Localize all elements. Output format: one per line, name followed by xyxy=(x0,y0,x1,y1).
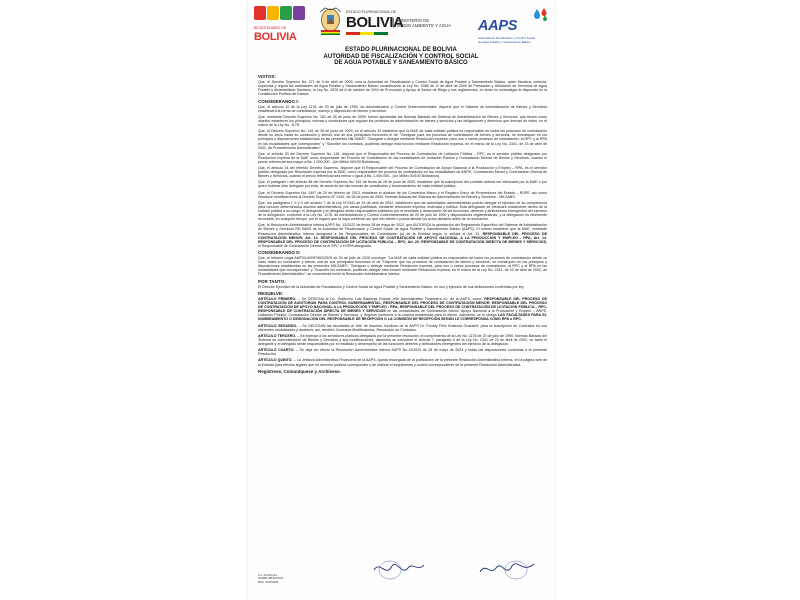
resolution-document xyxy=(248,0,554,600)
state-small-label: ESTADO PLURINACIONAL DE xyxy=(346,10,397,14)
article-paragraph: ARTÍCULO CUARTO. – Se deja sin efecto la Resolución Administrativa Interna AAPS No.12/2024 de 28 de mayo de 2024 y todas las disposiciones contrarias a la presente Resolución. xyxy=(258,348,548,357)
closing-formula: Regístrese, Comuníquese y Archívese. xyxy=(258,368,341,374)
state-name: BOLIVIA xyxy=(346,14,404,31)
bicentennial-name: BOLIVIA xyxy=(254,31,297,43)
paragraph: Que, el parágrafo I del artículo 88 del Decreto Supremo No. 181 de fecha de 28 de junio de 2009, establece que la suscripción del contrato deberá ser efectuada por la MAE o por quien hubiese sido delegado por ésta, de acuerdo con las normas de constitución y funcionamiento de cada entidad pública. xyxy=(258,180,547,189)
signature-stamp-left xyxy=(368,556,430,586)
aaps-wordmark: AAPS xyxy=(478,18,518,34)
water-drop-icon xyxy=(533,8,549,22)
paragraph: Que, el artículo 33 del Decreto Supremo No. 181, dispone que el Responsable del Proceso de Contratación de Licitación Pública – RPC, es el servidor público designado por Resolución expresa de la MAE como responsable del Proceso de Contratación en las modalidades de Licitación Pública y Contratación Directa de Bienes y Servicios, cuando el precio referencial sea mayor a Bs. 1.000.000.- (Un Millón 00/100 Bolivianos). xyxy=(258,151,547,164)
article-paragraph: ARTÍCULO SEGUNDO. – Se DELEGAN las facultades al Jefe de Asuntos Jurídicos de la AAPS Dr. Freddy Felix Bustinza Guarachi; para la suscripción de Contratos en sus diferentes modalidades y alcances, así, también Contratos Modificatorios, Resolución de Contratos. xyxy=(258,323,548,332)
document-title: ESTADO PLURINACIONAL DE BOLIVIA AUTORIDAD DE FISCALIZACIÓN Y CONTROL SOCIAL DE AGUA POTABLE Y SANEAMIENTO BÁSICO xyxy=(323,47,479,67)
signature-stamp-right xyxy=(476,556,538,586)
article-paragraph: ARTÍCULO PRIMERO. – Se DESIGNA al Lic. Guillermo Luis Balderas Erabas Jefe Administrativo Financiero a.i. de la AAPS, como: RESPONSABLE DEL PROCESO DE CONTRATACIÓN DE AUDITORÍAS PARA CONTROL GUBERNAMENTAL, RESPONSABLE DEL PROCESO DE CONTRATACIÓN MENOR; RESPONSABLE DEL PROCESO DE CONTRATACIÓN DE APOYO NACIONAL A LA PRODUCCIÓN Y EMPLEO - RPA; RESPONSABLE DEL PROCESO DE CONTRATACIÓN DE LICITACIÓN PÚBLICA – RPC, RESPONSABLE DE CONTRATACIÓN DIRECTA DE BIENES Y SERVICIOS en las modalidades de Contratación Menor, Apoyo Nacional a la Producción y Empleo – ANPE, Licitación Pública, Contratación Directa de Bienes y Servicios, y Seguros conforme a la cuantía establecida para el efecto. Asimismo, se le otorga LAS FACULTADES PARA EL NOMBRAMIENTO O DESIGNACIÓN DEL RESPONSABLE DE RECEPCIÓN O LA COMISIÓN DE RECEPCIÓN SEGÚN LE CORRESPONDA COMO RPA o RPC. xyxy=(258,297,548,322)
paragraph: Que, la Resolución Administrativa Interna AAPS No. 13/2022 de fecha 28 de mayo de 2022, que AUTORIZA la aprobación del Reglamento Específico del Sistema de Administración de Bienes y Servicios RE-SABS de la Autoridad de Fiscalización y Control Social de Agua Potable y Saneamiento Básico (AAPS). El mismo establece que la MAE, mediante Resolución Administrativa Interna designará a los Responsables de Contratación (o) de la Entidad según lo señala el Art. 10. RESPONSABLE DEL PROCESO DE CONTRATACIÓN MENOR; Art. 12. RESPONSABLE DEL PROCESO DE CONTRATACIÓN DE APOYO NACIONAL A LA PRODUCCIÓN Y EMPLEO - RPA; Art. 14. RESPONSABLE DEL PROCESO DE CONTRATACIÓN DE LICITACIÓN PÚBLICA – RPC; Art. 20. RESPONSABLE DE CONTRATACIÓN DIRECTA DE BIENES Y SERVICIOS, el Responsable de Contratación Directa es el RPC o el RPA designado. xyxy=(258,223,547,248)
reference-codes: C.c. Archivo/AJ GWMB /FB/FH/ACH RTE. 7025/2025 xyxy=(258,573,284,584)
aaps-logo xyxy=(478,8,550,46)
paragraph: Que, el Decreto Supremo No. 181 de 28 de junio de 2009, en el artículo 32 establece que la MAE de cada entidad pública es responsable de todos los procesos de contratación desde su inicio hasta su conclusión y siendo una de sus principales funciones el de: "Designar para los procesos de contratación de bienes y servicios, se enmarquen en los principios y disposiciones establecidas en las presentes NB-SABS"; "Designar o delegar mediante Resolución expresa, para uno o varios procesos de contratación, al RPC y al RPA en las modalidades que corresponden" y "Suscribir los contratos, pudiendo delegar esta función mediante Resolución expresa, en el marco de la Ley No. 2341, de 23 de abril de 2002, de Procedimiento Administrativo". xyxy=(258,129,547,150)
paragraph: Que, el artículo 34 del referido Decreto Supremo, dispone que el Responsable del Proceso de Contratación de Apoyo Nacional a la Producción y Empleo – RPA, es el servidor público designado por Resolución expresa por la MAE, como responsable del proceso de contratación en las modalidades de ANPE, Contratación Menor y Contratación Directa de Bienes y Servicios, cuando el precio referencial sea menor o igual a Bs. 1.000.000.- (Un Millón 00/100 Bolivianos). xyxy=(258,166,547,179)
section-heading: CONSIDERANDO I: xyxy=(258,98,300,104)
section-heading: VISTOS: xyxy=(258,74,276,79)
paragraph: Que, el Decreto Supremo No. 1497 de 20 de febrero de 2013, establece el alcance de los Convenios Marco y el Registro Único de Proveedores del Estado – RUPE, así como introduce modificaciones al Decreto Supremo N° 0181, de 28 de junio de 2009, Normas Básicas del Sistema de Administración de Bienes y Servicios - NB-SABS. xyxy=(258,190,547,199)
paragraph: Que, los parágrafos I, II y V del artículo 7 de la Ley N°2341 de 23 de abril de 2002, establecen que las autoridades administrativas podrán delegar el ejercicio de su competencia para conocer determinados asuntos administrativos, por causa justificada, mediante resolución expresa, motivada y pública. Esta delegación se efectuará únicamente dentro de la entidad pública a su cargo; el delegante y el delegado serán responsables solidarios por el resultado y desempeño de las funciones, deberes y atribuciones emergentes del ejercicio de la delegación, conforme a la Ley No. 1178, de Administración y Control Gubernamentales de 20 de julio de 1990 y disposiciones reglamentarias; y la delegación es libremente revocable; en cualquier tiempo, por el órgano que la haya conferido sin que ello afecte o pueda afectar los actos dictados antes de la revocación. xyxy=(258,201,547,222)
article-paragraph: ARTÍCULO TERCERO. – Se instruye a los servidores públicos delegados por la presente resolución, el cumplimiento de la Ley No. 1178 de 20 de julio de 1990, Normas Básicas del Sistema de Administración de Bienes y Servicios y sus modificaciones, asimismo se considere el artículo 7, parágrafo II de la Ley No. 2341 de 23 de abril de 2002, en tanto el delegante y el delegado serán responsables por el resultado y desempeño de las funciones deberes y atribuciones emergentes del ejercicio de la delegación. xyxy=(258,333,547,346)
section-heading: CONSIDERANDO II: xyxy=(258,249,301,255)
paragraph: Que, el Informe Legal AAPS/UJ/INF/362/2025 de 30 de julio de 2025 concluye: "La MAE de cada entidad pública es responsable de todos los procesos de contratación desde su inicio hasta su conclusión y siendo una de sus principales funciones el de "Disponer que los procesos de contratación de bienes y servicios, se enmarquen en los principios y disposiciones establecidas en las presentes NB-SABS"; "Designar o delegar mediante Resolución expresa, para uno o varios procesos de contratación, al RPC y al RPA en las modalidades que correspondan" y "Suscribir los contratos, pudiendo delegar esta función mediante Resolución expresa, en el marco de la Ley No. 2341, de 23 de abril de 2002, de Procedimiento Administrativo"; se recomienda emitir la Resolución Administrativa Interna. xyxy=(258,256,547,277)
document-body xyxy=(258,72,547,375)
flag-stripe xyxy=(346,32,388,35)
section-heading: POR TANTO: xyxy=(258,278,286,284)
article-paragraph: ARTÍCULO QUINTO. – La Jefatura Administrativa Financiera de la AAPS, queda encargada de la publicación de la presente Resolución Administrativa Interna, en la página web de la Entidad para efectos legales que en derecho pudiera corresponder y de realizar el seguimiento y control correspondiente de la presente Resolución Administrativa. xyxy=(258,358,547,367)
bicentennial-tagline: BICENTENARIO DE xyxy=(254,26,287,30)
paragraph: El Director Ejecutivo de la Autoridad de Fiscalización y Control Social de Agua Potable y Saneamiento Básico, en uso y ejercicio de sus atribuciones conferidas por ley; xyxy=(258,284,525,289)
coat-of-arms-icon xyxy=(318,6,343,36)
paragraph: Que, mediante Decreto Supremo No. 181 de 28 de junio de 2009, fueron aprobadas las Normas Básicas del Sistema de Administración de Bienes y Servicios, que tienen como objetivo establecer los principios, normas y condiciones que regulan los procesos de administración de bienes y servicios y las obligaciones y derechos que derivan de éstos, en el marco de la Ley No. 1178. xyxy=(258,115,547,128)
section-heading: RESUELVE: xyxy=(258,290,284,296)
state-logo xyxy=(318,6,452,42)
ministry-label: MINISTERIO DE MEDIO AMBIENTE Y AGUA xyxy=(393,18,451,28)
aaps-subtitle: Autoridad de Fiscalización y Control Social de Agua Potable y Saneamiento Básico xyxy=(478,36,535,44)
paragraph: Que, el artículo 10 de la Ley 1178, de 20 de julio de 1990, de Administración y Control Gubernamentales, dispone que el Sistema de Administración de Bienes y Servicios establecerá la forma de contratación, manejo y disposición de bienes y servicios. xyxy=(258,104,547,113)
paragraph: Que, el Decreto Supremo No. 071 de 9 de abril de 2009, crea la Autoridad de Fiscalización y Control Social de Agua Potable y Saneamiento Básico, quien fiscaliza, controla, supervisa y regula las actividades de Agua Potable y Saneamiento Básico considerando la Ley No. 2066 de 11 de abril de 2000 de Prestación y Utilización de Servicios de Agua Potable y Alcantarillado Sanitario, la Ley No. 2878 de 8 de octubre de 2004 de Promoción y Apoyo al Sector de Riego y sus reglamentos, en tanto no contradigan lo dispuesto en la Constitución Política del Estado. xyxy=(258,80,547,97)
bicentennial-logo xyxy=(251,6,308,48)
bicentennial-emblem xyxy=(254,6,306,24)
